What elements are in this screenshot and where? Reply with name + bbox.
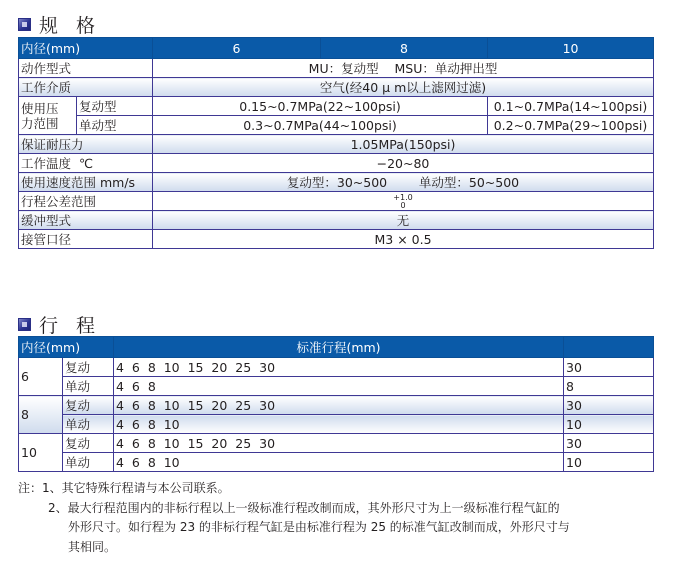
bore-header-label: 内径(mm) [19, 38, 153, 59]
row-value: MU：复动型 MSU：单动押出型 [153, 59, 654, 78]
bore-6-header: 6 [153, 38, 321, 59]
max-stroke: 30 [564, 358, 654, 377]
bore-8-header: 8 [321, 38, 488, 59]
bore-10-header: 10 [488, 38, 654, 59]
sub-label-double: 复动型 [77, 97, 153, 116]
row-label: 接管口径 [19, 230, 153, 249]
action-type: 单动 [63, 377, 114, 396]
spec-row-port-size [19, 230, 654, 249]
max-stroke: 30 [564, 434, 654, 453]
stroke-header-row [19, 337, 654, 358]
spec-row-speed [19, 173, 654, 192]
square-bullet-icon [18, 318, 31, 331]
spec-row-proof-pressure [19, 135, 654, 154]
pressure-double-10: 0.1~0.7MPa(14~100psi) [488, 97, 654, 116]
max-stroke-header [564, 337, 654, 358]
pressure-label-line1: 使用压 [21, 100, 59, 116]
row-label: 使用速度范围 mm/s [19, 173, 153, 192]
stroke-row [19, 415, 654, 434]
bore-header: 内径(mm) [19, 337, 114, 358]
notes [18, 479, 570, 557]
row-value: 空气(经40 μ m以上滤网过滤) [153, 78, 654, 97]
stroke-row [19, 377, 654, 396]
note-line-3: 外形尺寸。如行程为 23 的非标行程气缸是由标准行程为 25 的标准气缸改制而成，外形尺寸与 [68, 520, 570, 534]
row-label: 保证耐压力 [19, 135, 153, 154]
spec-section-title [18, 11, 101, 38]
spec-header-row [19, 38, 654, 59]
row-label: 工作温度 ℃ [19, 154, 153, 173]
spec-row-pressure-single [19, 116, 654, 135]
action-type: 复动 [63, 396, 114, 415]
pressure-single-10: 0.2~0.7MPa(29~100psi) [488, 116, 654, 135]
action-type: 单动 [63, 415, 114, 434]
tolerance-value [153, 192, 654, 211]
strokes: 4 6 8 10 15 20 25 30 [114, 358, 564, 377]
stroke-row [19, 434, 654, 453]
action-type: 复动 [63, 434, 114, 453]
max-stroke: 30 [564, 396, 654, 415]
max-stroke: 8 [564, 377, 654, 396]
row-value: −20~80 [153, 154, 654, 173]
row-label: 工作介质 [19, 78, 153, 97]
square-bullet-icon [18, 18, 31, 31]
stroke-row [19, 358, 654, 377]
stroke-table [18, 336, 654, 472]
pressure-range-label [19, 97, 77, 135]
spec-row-temperature [19, 154, 654, 173]
tolerance-lower: 0 [400, 200, 406, 210]
max-stroke: 10 [564, 415, 654, 434]
row-label: 缓冲型式 [19, 211, 153, 230]
stroke-title-text: 行 程 [39, 315, 102, 337]
strokes: 4 6 8 10 15 20 25 30 [114, 396, 564, 415]
spec-row-medium [19, 78, 654, 97]
note-line-4: 其相同。 [68, 539, 117, 554]
pressure-label-line2: 力范围 [21, 115, 59, 131]
bore-cell: 10 [19, 434, 63, 472]
row-label: 行程公差范围 [19, 192, 153, 211]
action-type: 单动 [63, 453, 114, 472]
row-value: M3 × 0.5 [153, 230, 654, 249]
action-type: 复动 [63, 358, 114, 377]
standard-stroke-header: 标准行程(mm) [114, 337, 564, 358]
sub-label-single: 单动型 [77, 116, 153, 135]
spec-row-pressure-double [19, 97, 654, 116]
strokes: 4 6 8 10 15 20 25 30 [114, 434, 564, 453]
strokes: 4 6 8 10 [114, 453, 564, 472]
tolerance-upper: +1.0 [393, 192, 413, 202]
spec-table [18, 37, 654, 249]
spec-row-action-type [19, 59, 654, 78]
row-value: 复动型：30~500 单动型：50~500 [153, 173, 654, 192]
notes-prefix: 注： [18, 481, 43, 495]
spec-title-text: 规 格 [39, 15, 102, 37]
spec-row-cushion [19, 211, 654, 230]
strokes: 4 6 8 [114, 377, 564, 396]
strokes: 4 6 8 10 [114, 415, 564, 434]
row-value: 1.05MPa(150psi) [153, 135, 654, 154]
pressure-double-6-8: 0.15~0.7MPa(22~100psi) [153, 97, 488, 116]
max-stroke: 10 [564, 453, 654, 472]
spec-row-tolerance [19, 192, 654, 211]
row-label: 动作型式 [19, 59, 153, 78]
note-1: 1、其它特殊行程请与本公司联系。 [42, 481, 230, 495]
note-line-1 [18, 479, 570, 499]
note-line-2: 2、最大行程范围内的非标行程以上一级标准行程改制而成，其外形尺寸为上一级标准行程气缸的 [48, 500, 560, 515]
row-value: 无 [153, 211, 654, 230]
tolerance-stack [393, 194, 412, 210]
stroke-section-title [18, 311, 101, 338]
pressure-single-6-8: 0.3~0.7MPa(44~100psi) [153, 116, 488, 135]
bore-cell: 6 [19, 358, 63, 396]
bore-cell: 8 [19, 396, 63, 434]
stroke-row [19, 396, 654, 415]
stroke-row [19, 453, 654, 472]
